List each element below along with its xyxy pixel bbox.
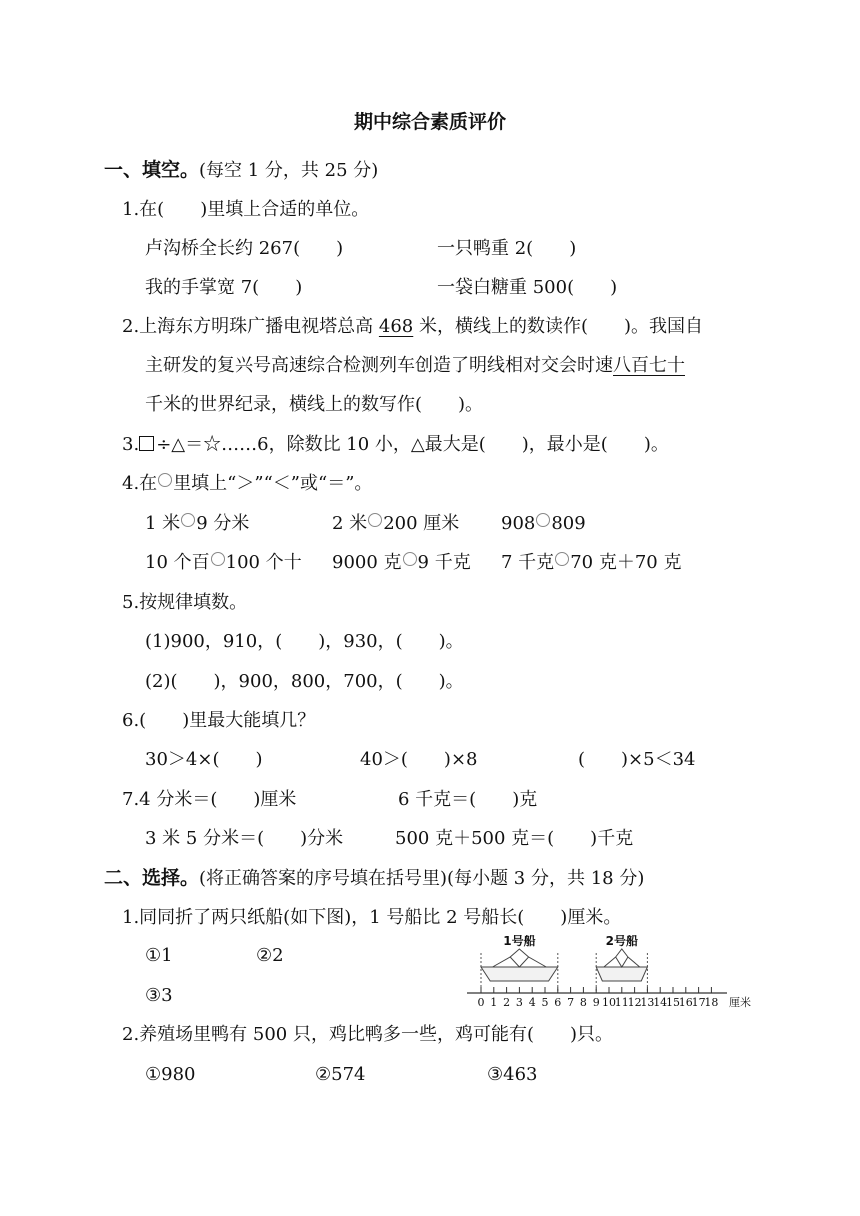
boat-1-sail	[493, 949, 547, 967]
q2-text: 2.上海东方明珠广播电视塔总高	[122, 316, 379, 337]
c1-option-2: ②2	[256, 945, 284, 966]
boat-2-hull	[596, 967, 647, 981]
c2-stem: 2.养殖场里鸭有 500 只，鸡比鸭多一些，鸡可能有( )只。	[122, 1024, 614, 1045]
ruler-tick-label: 14	[653, 996, 668, 1009]
ruler-with-paper-boats-figure	[465, 935, 760, 1015]
q3-number: 3.	[122, 434, 140, 455]
q4-stem	[122, 472, 372, 496]
q3-text: ÷△＝☆……6，除数比 10 小，△最大是( )，最小是( )。	[156, 434, 669, 455]
ruler-tick-label: 16	[678, 996, 693, 1009]
compare-circle-icon	[211, 552, 225, 566]
q4-r1-b: 2 米 200 厘米	[332, 513, 460, 534]
ruler-tick-label: 8	[579, 996, 587, 1009]
q4-r2-a: 10 个百 100 个十	[145, 552, 302, 573]
q6-a: 30＞4×( )	[145, 749, 263, 770]
q1-item-d: 一袋白糖重 500( )	[437, 277, 618, 298]
q1-item-c: 我的手掌宽 7( )	[145, 277, 303, 298]
q2-line-3: 千米的世界纪录，横线上的数写作( )。	[145, 394, 484, 415]
q4-r1-c: 908 809	[501, 513, 586, 534]
boat-1-label: 1号船	[503, 935, 536, 948]
q1-item-a: 卢沟桥全长约 267( )	[145, 238, 344, 259]
q2-text-3: 主研发的复兴号高速综合检测列车创造了明线相对交会时速	[145, 355, 613, 376]
boat-1-hull	[481, 967, 558, 981]
c2-option-1: ①980	[145, 1064, 196, 1085]
page-title: 期中综合素质评价	[353, 111, 506, 133]
compare-circle-icon	[158, 473, 172, 487]
q6-b: 40＞( )×8	[360, 749, 478, 770]
q6-c: ( )×5＜34	[578, 749, 696, 770]
q4-text-2: 里填上“＞”“＜”或“＝”。	[173, 473, 373, 494]
q2-underlined-words: 八百七十	[613, 355, 685, 376]
q3	[122, 433, 669, 457]
section-1-title: 一、填空。	[104, 159, 200, 181]
q7-a: 7.4 分米＝( )厘米	[122, 789, 297, 810]
ruler-tick-label: 1	[490, 996, 498, 1009]
q4-r2-b: 9000 克 9 千克	[332, 552, 471, 573]
ruler-tick-label: 7	[567, 996, 575, 1009]
q2-line-1	[122, 315, 703, 339]
ruler-tick-label: 13	[640, 996, 655, 1009]
boat-2-sail	[604, 949, 640, 967]
ruler-tick-label: 12	[627, 996, 642, 1009]
ruler-tick-label: 4	[528, 996, 536, 1009]
q2-underlined-number: 468	[378, 316, 414, 337]
section-2-note: (将正确答案的序号填在括号里)(每小题 3 分，共 18 分)	[199, 868, 645, 889]
q4-r2-c: 7 千克 70 克＋70 克	[501, 552, 682, 573]
q4-r1-a: 1 米 9 分米	[145, 513, 250, 534]
q1-item-b: 一只鸭重 2( )	[437, 238, 577, 259]
q5-a: (1)900，910，( )，930，( )。	[145, 631, 464, 652]
q6-stem: 6.( )里最大能填几？	[122, 710, 316, 731]
q2-line-2	[145, 354, 685, 378]
c2-option-2: ②574	[315, 1064, 366, 1085]
ruler-tick-label: 18	[704, 996, 719, 1009]
ruler-tick-label: 0	[477, 996, 485, 1009]
ruler-tick-label: 2	[503, 996, 511, 1009]
section-1-note: (每空 1 分，共 25 分)	[199, 160, 379, 181]
q5-stem: 5.按规律填数。	[122, 592, 248, 613]
square-blank-icon	[139, 436, 154, 451]
c1-option-1: ①1	[145, 945, 173, 966]
compare-circle-icon	[536, 513, 550, 527]
q7-d: 500 克＋500 克＝( )千克	[395, 828, 634, 849]
ruler-unit-label: 厘米	[729, 996, 751, 1009]
ruler-tick-label: 5	[541, 996, 549, 1009]
c2-option-3: ③463	[487, 1064, 538, 1085]
q2-text-2: 米，横线上的数读作( )。我国自	[413, 316, 704, 337]
q1-stem: 1.在( )里填上合适的单位。	[122, 199, 370, 220]
ruler-tick-label: 6	[554, 996, 562, 1009]
boat-2-label: 2号船	[605, 935, 638, 948]
ruler-tick-label: 9	[592, 996, 600, 1009]
c1-stem: 1.同同折了两只纸船(如下图)，1 号船比 2 号船长( )厘米。	[122, 907, 622, 928]
ruler-tick-label: 15	[666, 996, 680, 1009]
q5-b: (2)( )，900，800，700，( )。	[145, 671, 464, 692]
compare-circle-icon	[368, 513, 382, 527]
q7-c: 3 米 5 分米＝( )分米	[145, 828, 344, 849]
ruler-tick-label: 3	[515, 996, 523, 1009]
section-2-title: 二、选择。	[104, 867, 200, 889]
compare-circle-icon	[181, 513, 195, 527]
section-1-heading	[104, 158, 378, 183]
q7-b: 6 千克＝( )克	[398, 789, 538, 810]
ruler-tick-label: 17	[691, 996, 706, 1009]
compare-circle-icon	[555, 552, 569, 566]
q4-text: 4.在	[122, 473, 158, 494]
compare-circle-icon	[403, 552, 417, 566]
ruler-tick-label: 10	[602, 996, 616, 1009]
section-2-heading	[104, 866, 644, 891]
ruler-tick-label: 11	[614, 996, 629, 1009]
c1-option-3: ③3	[145, 985, 173, 1006]
